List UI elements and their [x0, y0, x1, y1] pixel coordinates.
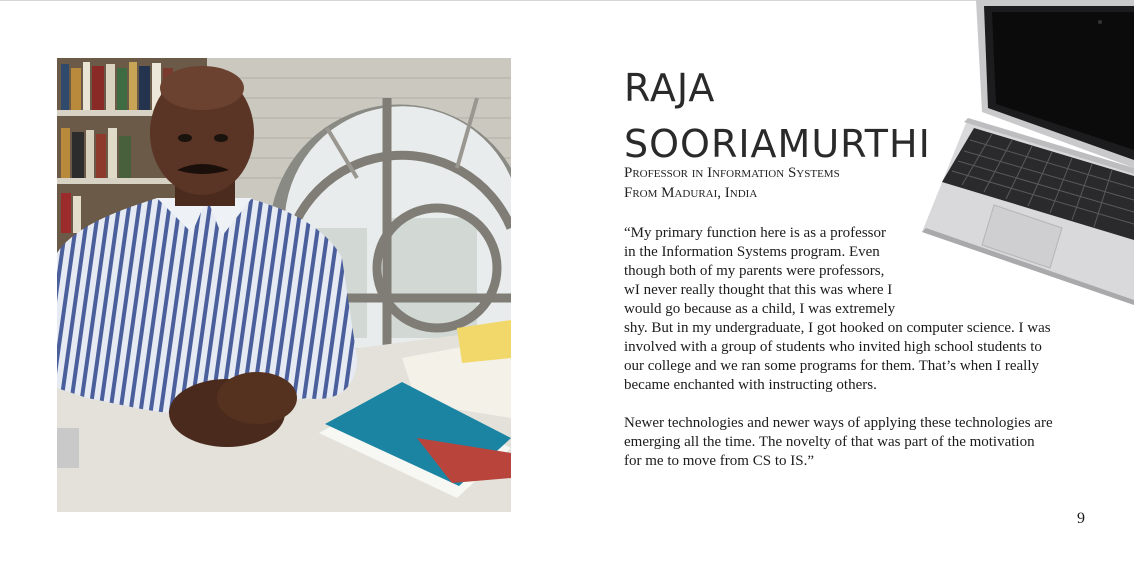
- quote-body: [624, 224, 1076, 471]
- quote-line: our college and we ran some programs for them. That’s when I really: [624, 358, 1040, 374]
- quote-line: would go because as a child, I was extremely: [624, 301, 896, 317]
- page-number: 9: [1077, 510, 1085, 527]
- quote-line: “My primary function here is as a professor: [624, 225, 887, 241]
- person-origin: From Madurai, India: [624, 185, 758, 201]
- quote-line: in the Information Systems program. Even: [624, 244, 880, 260]
- quote-paragraph-2: [624, 414, 1076, 471]
- quote-line: though both of my parents were professors,: [624, 263, 885, 279]
- quote-line: involved with a group of students who invited high school students to: [624, 339, 1042, 355]
- quote-line: wI never really thought that this was where I: [624, 282, 893, 298]
- quote-line: emerging all the time. The novelty of that was part of the motivation: [624, 434, 1035, 450]
- person-title: Professor in Information Systems: [624, 165, 840, 181]
- quote-line: for me to move from CS to IS.”: [624, 453, 814, 469]
- person-name: [624, 60, 931, 172]
- quote-paragraph-1: [624, 224, 1076, 395]
- person-last-name: SOORIAMURTHI: [624, 122, 931, 166]
- person-first-name: RAJA: [624, 66, 716, 110]
- quote-line: became enchanted with instructing others.: [624, 377, 877, 393]
- quote-line: Newer technologies and newer ways of applying these technologies are: [624, 415, 1053, 431]
- person-subtitle: [624, 163, 840, 203]
- quote-line: shy. But in my undergraduate, I got hooked on computer science. I was: [624, 320, 1051, 336]
- portrait-photo: [57, 58, 511, 512]
